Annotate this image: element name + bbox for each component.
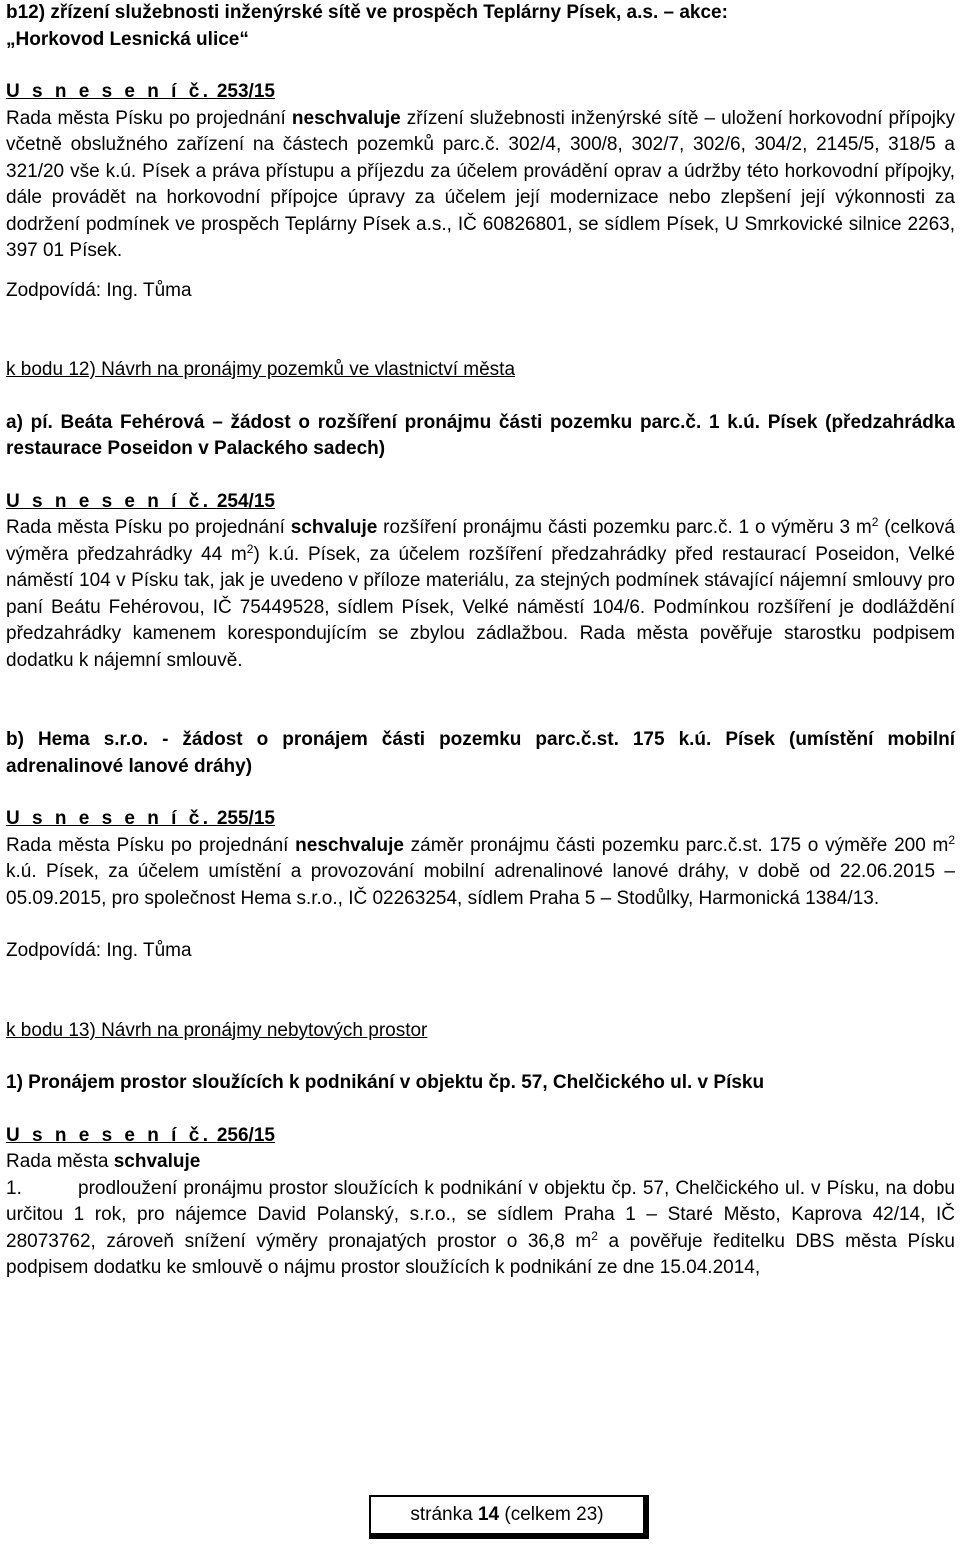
resolution-255-label: U s n e s e n í č. 255/15 [6, 808, 275, 829]
resolution-256: U s n e s e n í č. 256/15 Rada města schvaluje [6, 1124, 275, 1172]
document-page [6, 0, 955, 1282]
resolution-253-label: U s n e s e n í č. 253/15 [6, 81, 275, 102]
page-footer: stránka 14 (celkem 23) [369, 1495, 649, 1539]
resolution-256-point-1: 1. prodloužení pronájmu prostor sloužících k podnikání v objektu čp. 57, Chelčického ul. v Písku, na dobu určitou 1 rok, pro nájemce David Polanský, s.r.o., se sídlem Praha 1 – Staré Město, Kaprova 42/14, IČ 28073762, zároveň snížení výměry pronajatých prostor o 36,8 $m^2$ a pověřuje ředitelku DBS města Písku podpisem dodatku ke smlouvě o nájmu prostor sloužících k podnikání ze dne 15.04.2014, [6, 1177, 955, 1278]
b12-heading: b12) zřízení služebnosti inženýrské sítě ve prospěch Teplárny Písek, a.s. – akce: „Horkovod Lesnická ulice“ [6, 2, 728, 50]
section-12-heading: k bodu 12) Návrh na pronájmy pozemků ve vlastnictví města [6, 359, 516, 380]
resolution-254: U s n e s e n í č. 254/15 Rada města Písku po projednání schvaluje rozšíření pronájmu části pozemku parc.č. 1 o výměru 3 $m^2$ (celková výměra předzahrádky 44 $m^2$) k.ú. Písek, za účelem rozšíření předzahrádky před restaurací Poseidon, Velké náměstí 104 v Písku tak, jak je uvedeno v příloze materiálu, za stejných podmínek stávající nájemní smlouvy pro paní Beátu Fehérovou, IČ 75449528, sídlem Písek, Velké náměstí 104/6. Podmínkou rozšíření je dodláždění předzahrádky kamenem korespondujícím se zbylou zádlažbou. Rada města pověřuje starostku podpisem dodatku k nájemní smlouvě. [6, 490, 955, 671]
item-12b-heading: b) Hema s.r.o. - žádost o pronájem části pozemku parc.č.st. 175 k.ú. Písek (umístění mobilní adrenalinové lanové dráhy) [6, 729, 955, 777]
resolution-255: U s n e s e n í č. 255/15 Rada města Písku po projednání neschvaluje záměr pronájmu části pozemku parc.č.st. 175 o výměře 200 $m^2$ k.ú. Písek, za účelem umístění a provozování mobilní adrenalinové lanové dráhy, v době od 22.06.2015 – 05.09.2015, pro společnost Hema s.r.o., IČ 02263254, sídlem Praha 5 – Stodůlky, Harmonická 1384/13. [6, 808, 955, 909]
section-13-heading: k bodu 13) Návrh na pronájmy nebytových prostor [6, 1019, 428, 1041]
responsible-12b: Zodpovídá: Ing. Tůma [6, 940, 192, 961]
responsible-b12: Zodpovídá: Ing. Tůma [6, 279, 192, 301]
resolution-254-label: U s n e s e n í č. 254/15 [6, 490, 275, 512]
resolution-253: U s n e s e n í č. 253/15 Rada města Písku po projednání neschvaluje zřízení služebnosti inženýrské sítě – uložení horkovodní přípojky včetně obslužného zařízení na částech pozemků parc.č. 302/4, 300/8, 302/7, 302/6, 304/2, 2145/5, 318/5 a 321/20 vše k.ú. Písek a práva přístupu a příjezdu za účelem provádění oprav a údržby této horkovodní přípojky, dále provádět na horkovodní přípojce úpravy za účelem její modernizace nebo zlepšení její výkonnosti za dodržení podmínek ve prospěch Teplárny Písek a.s., IČ 60826801, se sídlem Písek, U Smrkovické silnice 2263, 397 01 Písek. [6, 81, 955, 261]
page-number: 14 [477, 1504, 500, 1525]
item-13-1-heading: 1) Pronájem prostor sloužících k podnikání v objektu čp. 57, Chelčického ul. v Písku [6, 1072, 765, 1093]
item-12a-heading: a) pí. Beáta Fehérová – žádost o rozšíření pronájmu části pozemku parc.č. 1 k.ú. Písek (předzahrádka restaurace Poseidon v Palackého sadech) [6, 411, 955, 459]
point-number: 1. [6, 1177, 22, 1199]
resolution-256-label: U s n e s e n í č. 256/15 [6, 1124, 275, 1146]
